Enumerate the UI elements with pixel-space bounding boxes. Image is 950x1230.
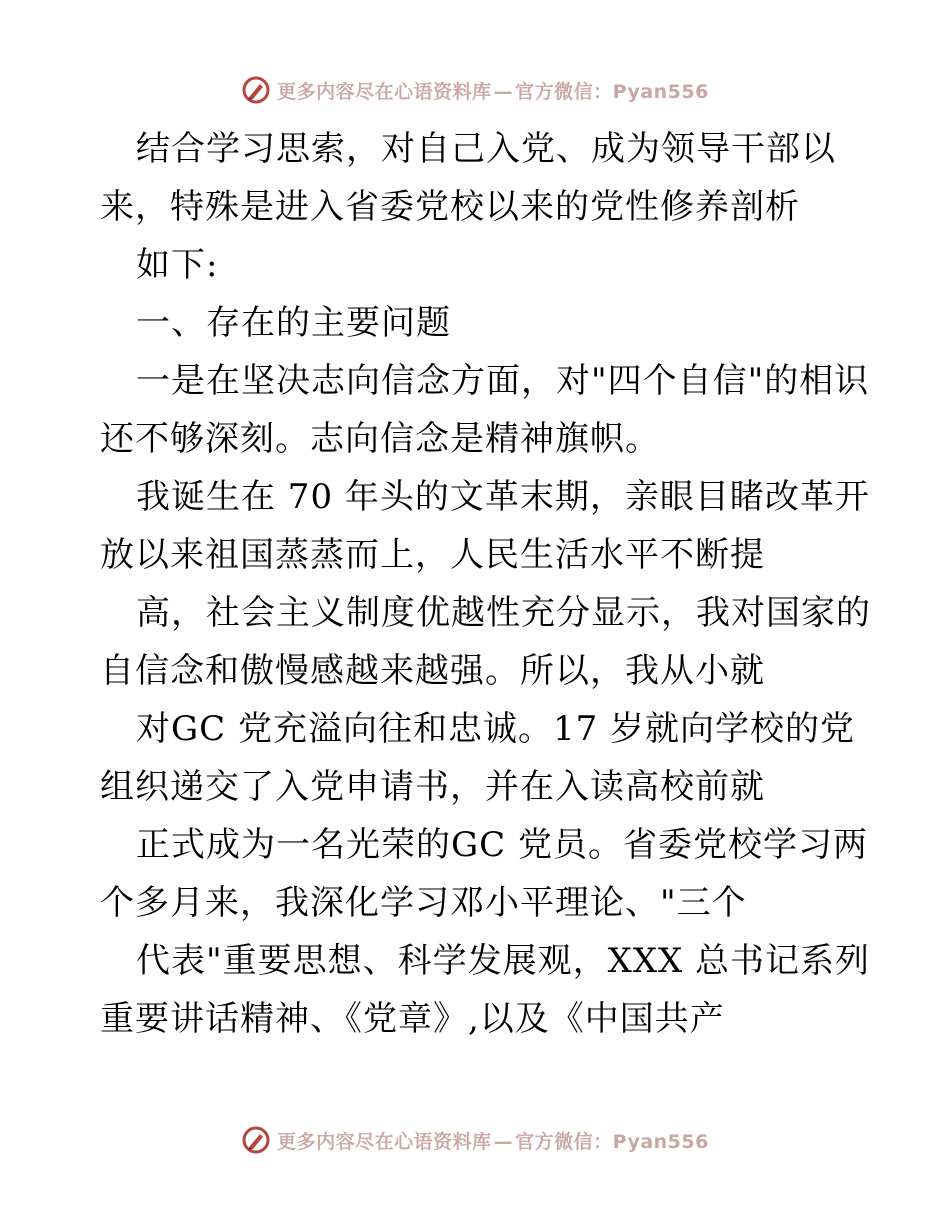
text-line: 正式成为一名光荣的GC 党员。省委党校学习两	[136, 825, 868, 865]
text-line: 代表"重要思想、科学发展观，XXX 总书记系列	[136, 941, 871, 981]
banner-contact: 官方微信：Pyan556	[515, 1130, 709, 1153]
section-heading: 一、存在的主要问题	[136, 303, 451, 343]
text-line: 个多月来，我深化学习邓小平理论、"三个	[100, 883, 747, 923]
text-line: 放以来祖国蒸蒸而上，人民生活水平不断提	[100, 535, 765, 575]
text-line: 来，特殊是进入省委党校以来的党性修养剖析	[100, 187, 800, 227]
banner-brand: 更多内容尽在心语资料库	[277, 1130, 492, 1153]
text-line: 如下:	[136, 245, 219, 285]
text-line: 重要讲话精神、《党章》,以及《中国共产	[100, 999, 725, 1039]
footer-banner	[0, 1122, 950, 1158]
text-line: 自信念和傲慢感越来越强。所以，我从小就	[100, 651, 765, 691]
header-banner	[0, 72, 950, 108]
text-line: 结合学习思索，对自己入党、成为领导干部以	[136, 129, 836, 169]
text-line: 对GC 党充溢向往和忠诚。17 岁就向学校的党	[136, 709, 856, 749]
text-line: 高，社会主义制度优越性充分显示，我对国家的	[136, 593, 871, 633]
banner-separator: —	[493, 1130, 514, 1153]
text-line: 组织递交了入党申请书，并在入读高校前就	[100, 767, 765, 807]
banner-contact: 官方微信：Pyan556	[515, 80, 709, 103]
text-line: 还不够深刻。志向信念是精神旗帜。	[100, 419, 660, 459]
text-line: 一是在坚决志向信念方面，对"四个自信"的相识	[136, 361, 870, 401]
pen-logo-icon	[241, 1125, 271, 1155]
text-line: 我诞生在 70 年头的文革末期，亲眼目睹改革开	[136, 477, 870, 517]
banner-text	[277, 77, 709, 104]
document-body	[100, 120, 871, 1048]
banner-text	[277, 1127, 709, 1154]
pen-logo-icon	[241, 75, 271, 105]
banner-separator: —	[493, 80, 514, 103]
banner-brand: 更多内容尽在心语资料库	[277, 80, 492, 103]
